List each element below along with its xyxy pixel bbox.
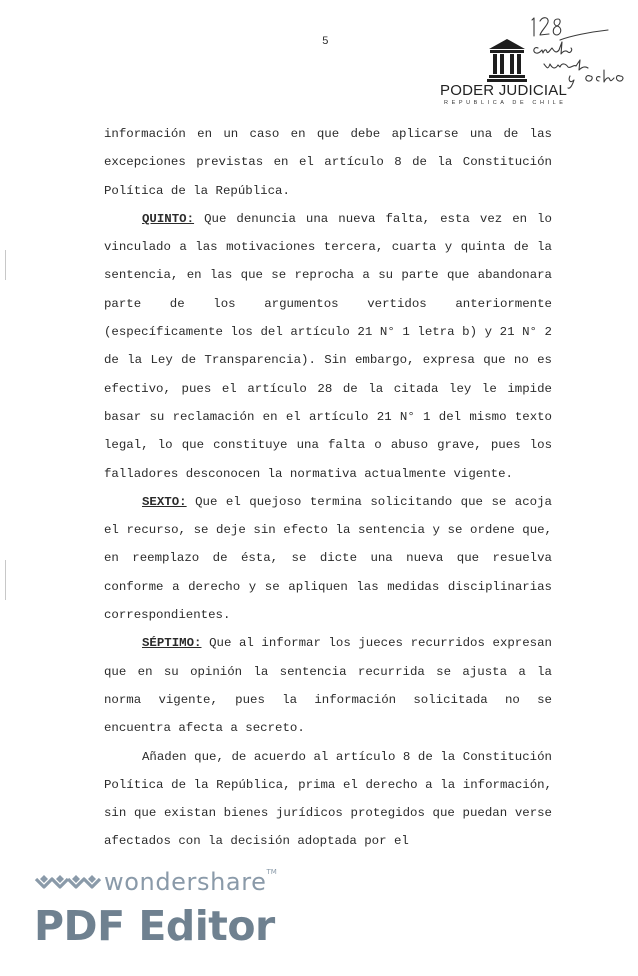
section-heading: QUINTO: — [142, 211, 195, 226]
watermark-brand-row — [34, 868, 277, 898]
country-name: REPUBLICA DE CHILE — [444, 100, 567, 106]
wondershare-watermark — [24, 862, 324, 972]
paragraph-text: Que al informar los jueces recurridos expresan que en su opinión la sentencia recurrida se ajusta a la norma vigente, pues la información solicitada no se encuentra afecta a secreto. — [104, 636, 552, 736]
page-number: 5 — [322, 36, 329, 48]
scan-edge-mark — [5, 250, 6, 280]
paragraph-quinto — [104, 205, 552, 488]
paragraph — [104, 120, 552, 205]
scan-edge-mark — [5, 560, 6, 600]
paragraph-sexto — [104, 488, 552, 629]
paragraph-text: información en un caso en que debe aplicarse una de las excepciones previstas en el artículo 8 de la Constitución Política de la República. — [104, 127, 552, 198]
institution-name: PODER JUDICIAL — [440, 82, 567, 99]
section-heading: SÉPTIMO: — [142, 636, 202, 651]
watermark-product: PDF Editor — [34, 902, 275, 950]
paragraph-text: Que denuncia una nueva falta, esta vez en lo vinculado a las motivaciones tercera, cuarta y quinta de la sentencia, en las que se reprocha a su parte que abandonara parte de los argumentos vertidos anteriormente (específicamente los del artículo 21 N° 1 letra b) y 21 N° 2 de la Ley de Transparencia). Sin embargo, expresa que no es efectivo, pues el artículo 28 de la citada ley le impide basar su reclamación en el artículo 21 N° 1 del mismo texto legal, lo que constituye una falta o abuso grave, pues los falladores desconocen la normativa actualmente vigente. — [104, 211, 552, 481]
paragraph-text: Añaden que, de acuerdo al artículo 8 de la Constitución Política de la República, prima el derecho a la información, sin que existan bienes jurídicos protegidos que puedan verse afectados con la decisión adoptada por el — [104, 749, 552, 849]
watermark-brand: wondershare — [104, 868, 267, 896]
section-heading: SEXTO: — [142, 494, 187, 509]
wondershare-logo-icon — [34, 871, 102, 893]
paragraph — [104, 743, 552, 856]
document-body — [104, 120, 552, 856]
paragraph-septimo — [104, 629, 552, 742]
paragraph-text: Que el quejoso termina solicitando que se acoja el recurso, se deje sin efecto la sentencia y se ordene que, en reemplazo de ésta, se dicte una nueva que resuelva conforme a derecho y se apliquen las medidas disciplinarias correspondientes. — [104, 494, 552, 623]
watermark-trademark: TM — [266, 868, 277, 876]
handwritten-folio-annotation — [500, 10, 634, 90]
